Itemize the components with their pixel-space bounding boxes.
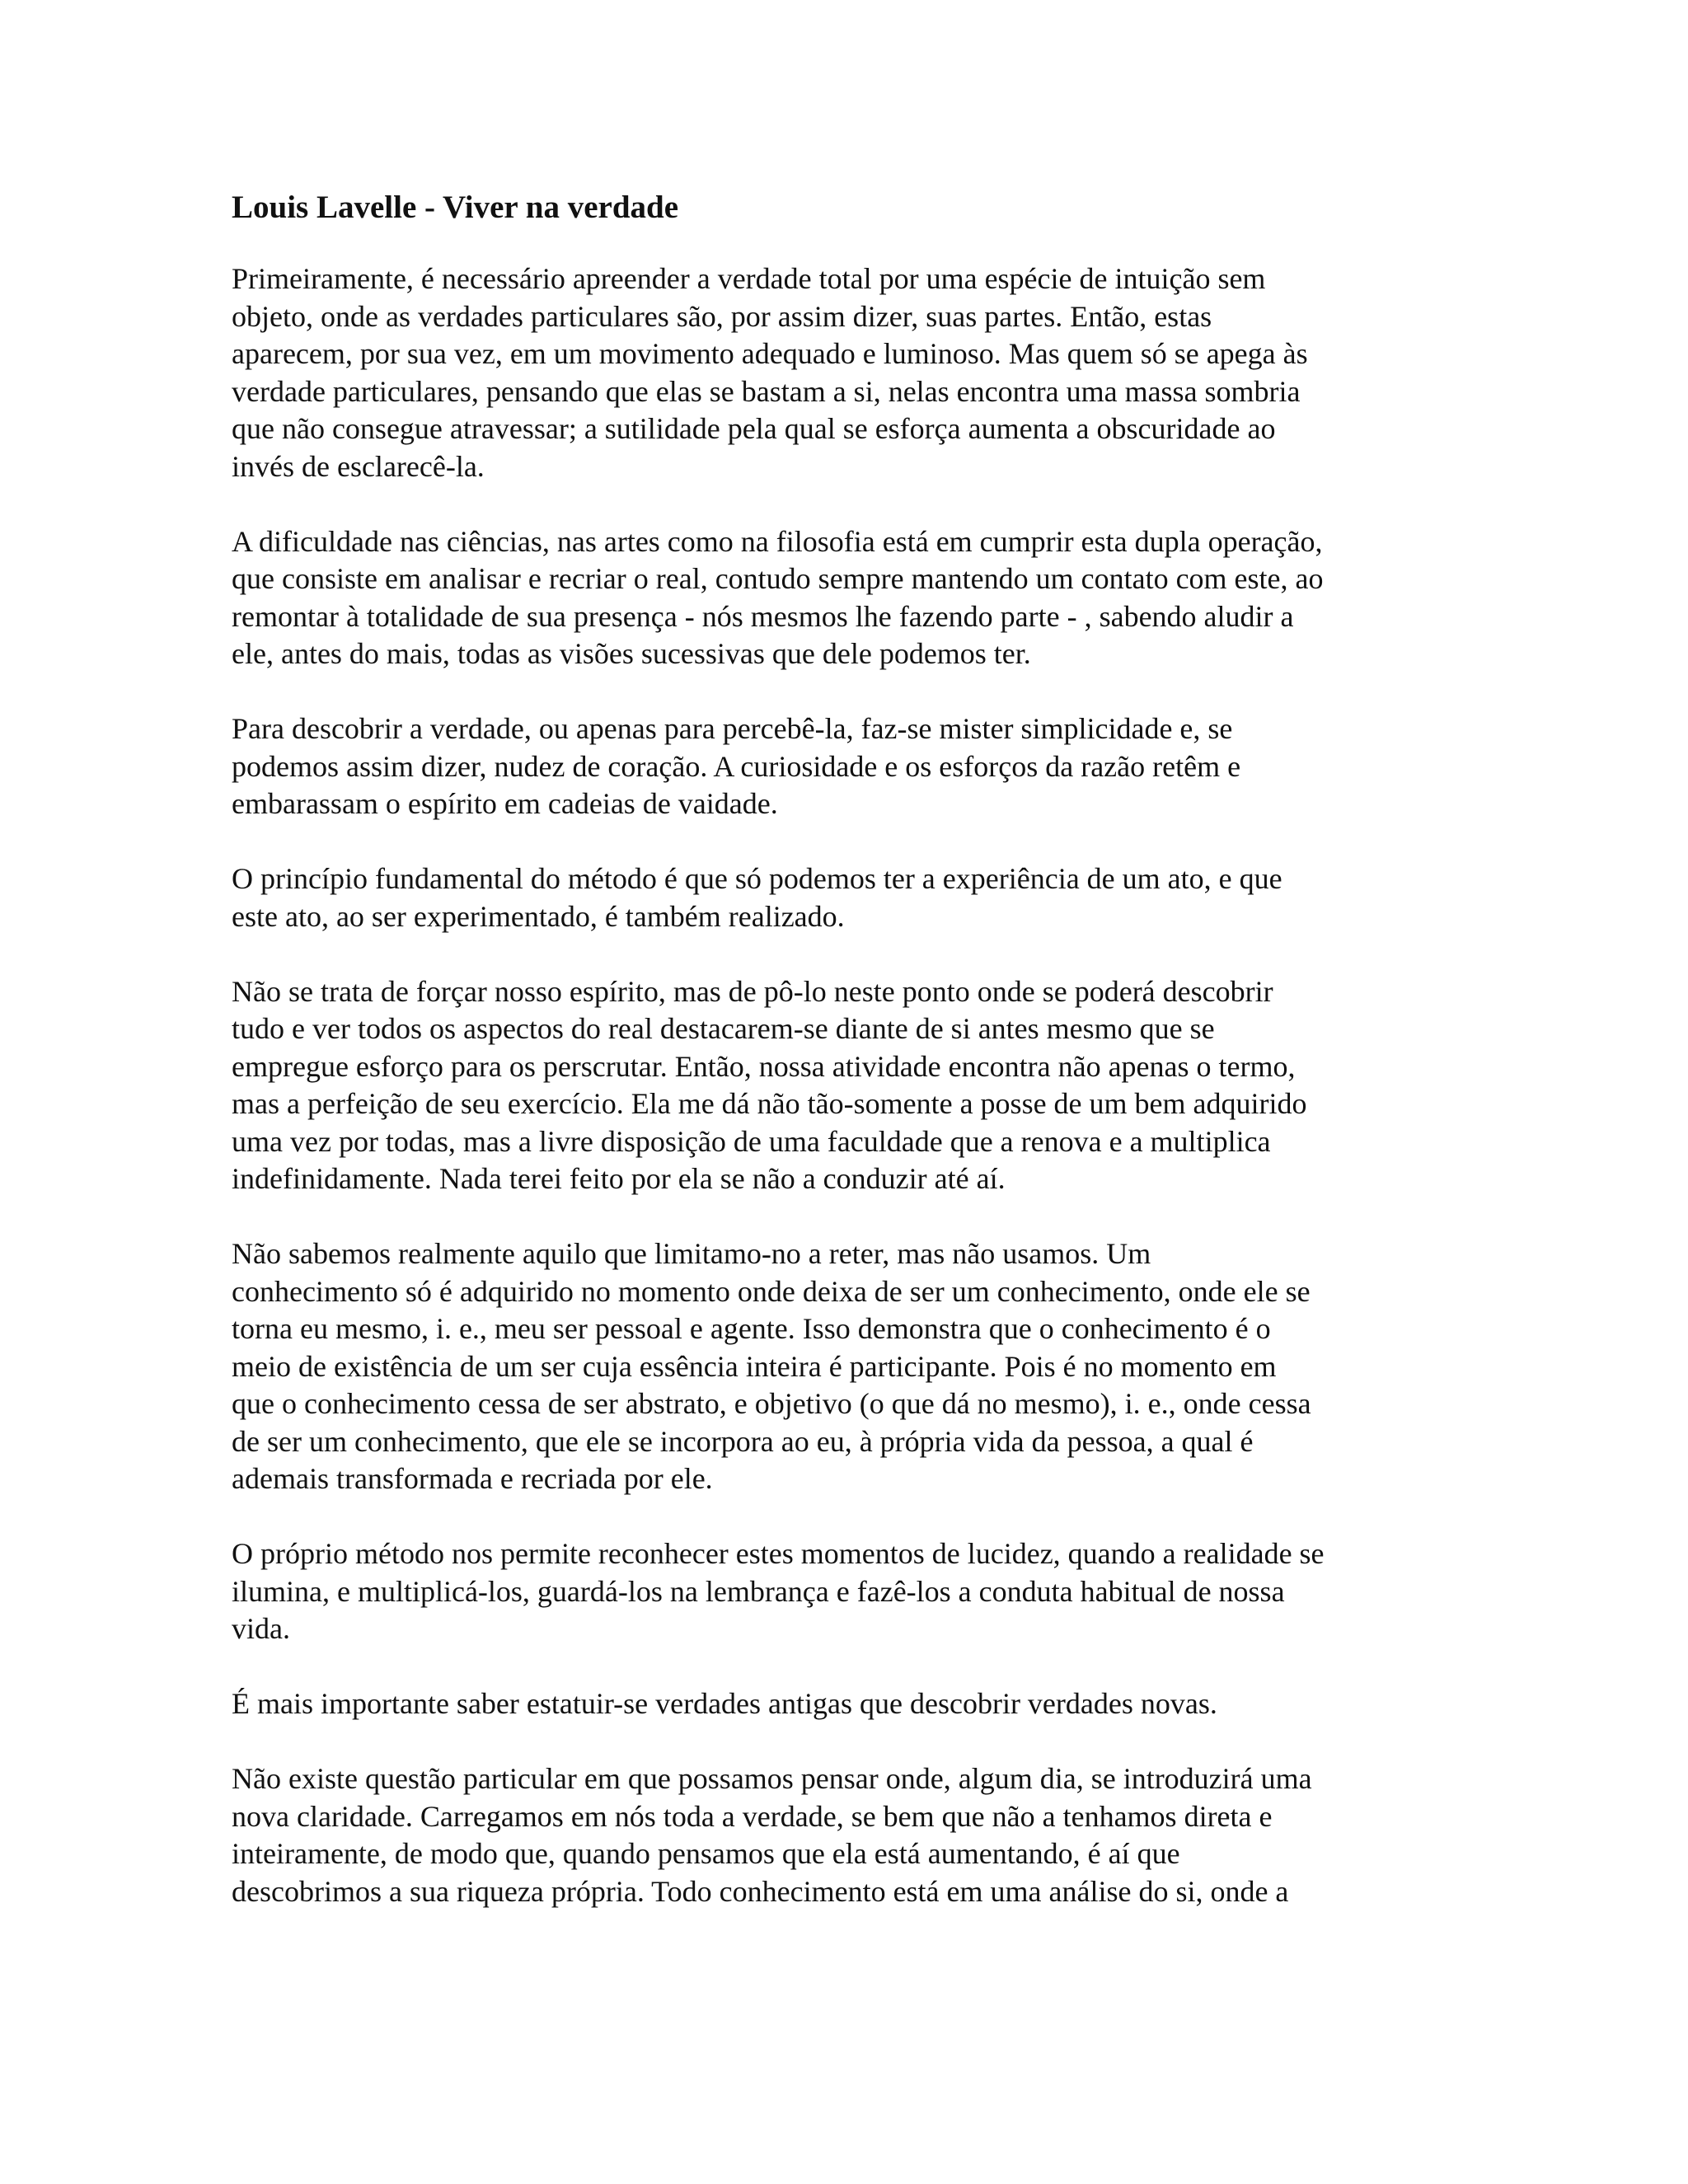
text-line: de ser um conhecimento, que ele se incorpora ao eu, à própria vida da pessoa, a qual é — [232, 1424, 1254, 1458]
paragraph-7 — [232, 1535, 1493, 1648]
text-line: ilumina, e multiplicá-los, guardá-los na lembrança e fazê-los a conduta habitual de nossa — [232, 1574, 1285, 1608]
text-line: remontar à totalidade de sua presença - nós mesmos lhe fazendo parte - , sabendo aludir a — [232, 599, 1294, 633]
document-body — [232, 188, 1493, 1948]
text-line: indefinidamente. Nada terei feito por ela se não a conduzir até aí. — [232, 1162, 1006, 1195]
text-line: vida. — [232, 1612, 290, 1645]
text-line: ademais transformada e recriada por ele. — [232, 1462, 713, 1495]
text-line: podemos assim dizer, nudez de coração. A curiosidade e os esforços da razão retêm e — [232, 749, 1241, 783]
text-line: objeto, onde as verdades particulares são, por assim dizer, suas partes. Então, estas — [232, 299, 1212, 333]
text-line: que não consegue atravessar; a sutilidade pela qual se esforça aumenta a obscuridade ao — [232, 412, 1276, 445]
text-line: verdade particulares, pensando que elas se bastam a si, nelas encontra uma massa sombria — [232, 374, 1301, 408]
text-line: É mais importante saber estatuir-se verdades antigas que descobrir verdades novas. — [232, 1687, 1217, 1720]
text-line: descobrimos a sua riqueza própria. Todo conhecimento está em uma análise do si, onde a — [232, 1874, 1289, 1908]
paragraph-3 — [232, 710, 1493, 823]
text-line: Não sabemos realmente aquilo que limitamo-no a reter, mas não usamos. Um — [232, 1237, 1151, 1270]
paragraph-4 — [232, 860, 1493, 935]
text-line: invés de esclarecê-la. — [232, 449, 485, 483]
paragraph-8 — [232, 1685, 1493, 1723]
paragraph-9 — [232, 1760, 1493, 1910]
text-line: uma vez por todas, mas a livre disposição de uma faculdade que a renova e a multiplica — [232, 1124, 1271, 1158]
text-line: Não existe questão particular em que possamos pensar onde, algum dia, se introduzirá uma — [232, 1762, 1312, 1795]
text-line: que o conhecimento cessa de ser abstrato, e objetivo (o que dá no mesmo), i. e., onde cessa — [232, 1387, 1311, 1420]
text-line: empregue esforço para os perscrutar. Então, nossa atividade encontra não apenas o termo, — [232, 1049, 1296, 1083]
paragraph-1 — [232, 260, 1493, 485]
text-line: Primeiramente, é necessário apreender a verdade total por uma espécie de intuição sem — [232, 262, 1266, 295]
text-line: Para descobrir a verdade, ou apenas para percebê-la, faz-se mister simplicidade e, se — [232, 712, 1233, 745]
paragraph-5 — [232, 973, 1493, 1198]
text-line: torna eu mesmo, i. e., meu ser pessoal e agente. Isso demonstra que o conhecimento é o — [232, 1312, 1271, 1345]
text-line: O princípio fundamental do método é que só podemos ter a experiência de um ato, e que — [232, 862, 1282, 895]
text-line: que consiste em analisar e recriar o real, contudo sempre mantendo um contato com este, ao — [232, 562, 1324, 595]
paragraph-6 — [232, 1235, 1493, 1498]
text-line: tudo e ver todos os aspectos do real destacarem-se diante de si antes mesmo que se — [232, 1012, 1215, 1045]
text-line: ele, antes do mais, todas as visões sucessivas que dele podemos ter. — [232, 637, 1031, 670]
text-line: inteiramente, de modo que, quando pensamos que ela está aumentando, é aí que — [232, 1837, 1180, 1870]
text-line: aparecem, por sua vez, em um movimento adequado e luminoso. Mas quem só se apega às — [232, 337, 1308, 370]
text-line: embarassam o espírito em cadeias de vaidade. — [232, 787, 778, 820]
text-line: O próprio método nos permite reconhecer estes momentos de lucidez, quando a realidade se — [232, 1537, 1325, 1570]
document-title: Louis Lavelle - Viver na verdade — [232, 190, 679, 225]
text-line: este ato, ao ser experimentado, é também realizado. — [232, 899, 845, 933]
text-line: mas a perfeição de seu exercício. Ela me dá não tão-somente a posse de um bem adquirido — [232, 1087, 1307, 1120]
text-line: meio de existência de um ser cuja essência inteira é participante. Pois é no momento em — [232, 1349, 1277, 1383]
paragraph-2 — [232, 523, 1493, 673]
text-line: Não se trata de forçar nosso espírito, mas de pô-lo neste ponto onde se poderá descobrir — [232, 974, 1273, 1008]
text-line: A dificuldade nas ciências, nas artes como na filosofia está em cumprir esta dupla operação, — [232, 524, 1323, 558]
text-line: nova claridade. Carregamos em nós toda a verdade, se bem que não a tenhamos direta e — [232, 1799, 1273, 1833]
text-line: conhecimento só é adquirido no momento onde deixa de ser um conhecimento, onde ele se — [232, 1274, 1311, 1308]
